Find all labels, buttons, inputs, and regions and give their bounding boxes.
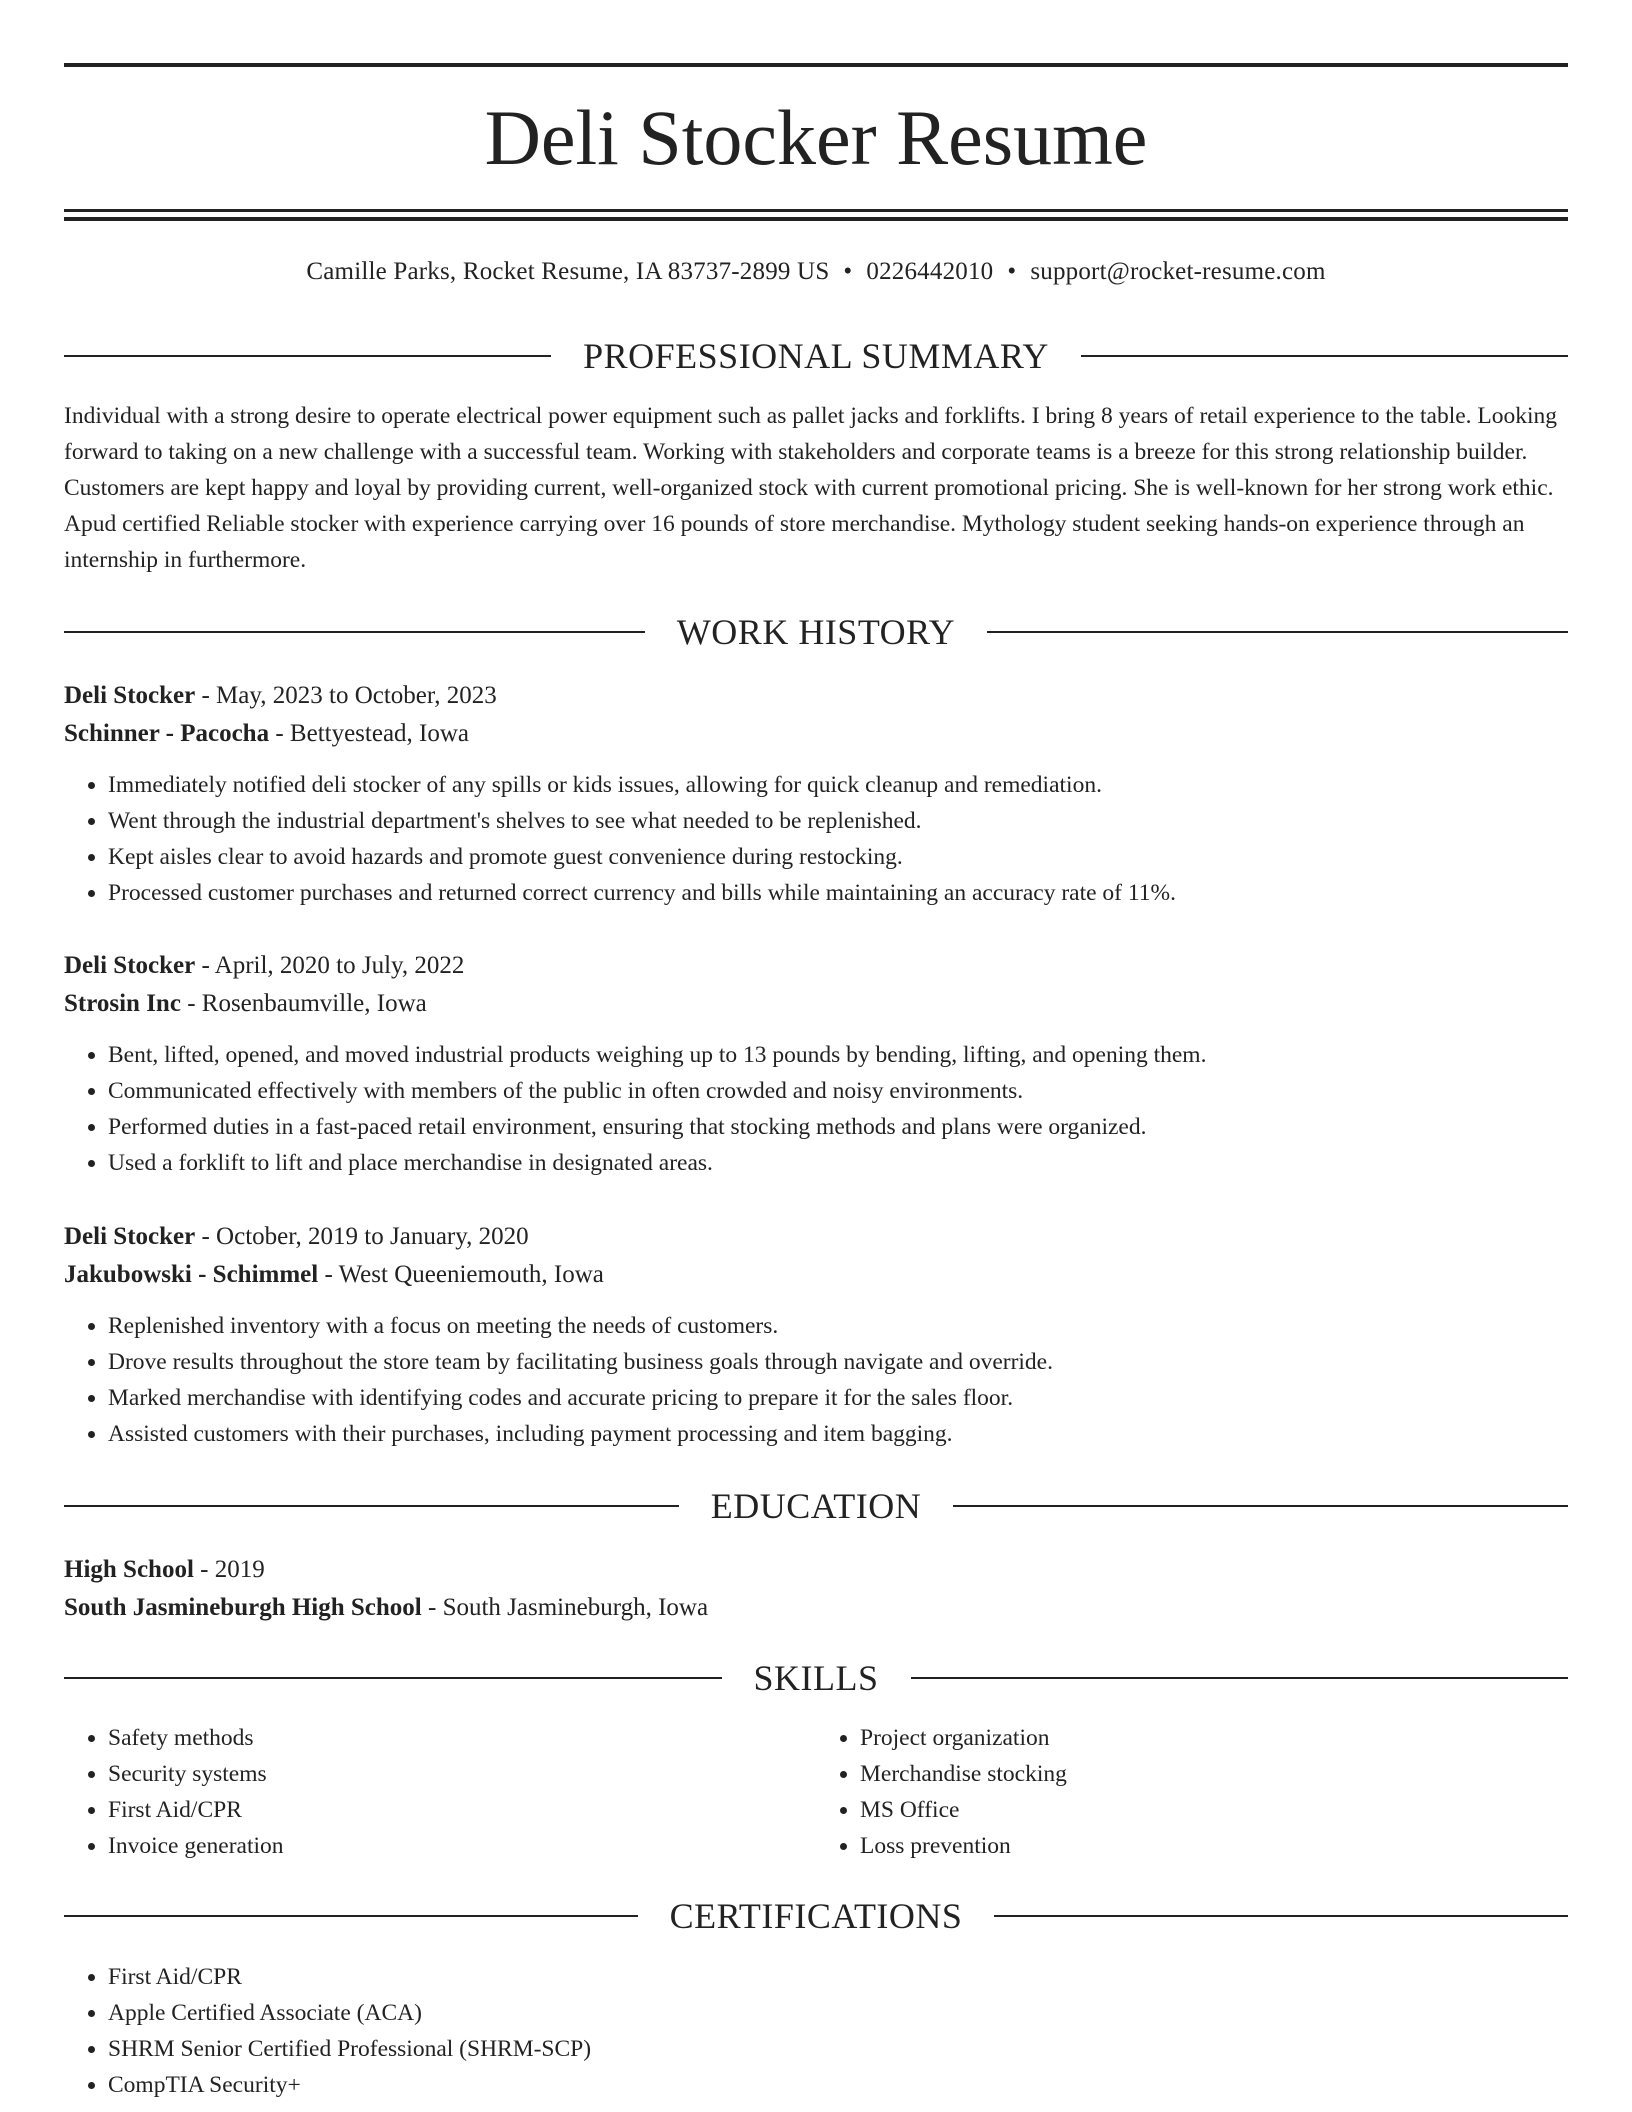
section-title: WORK HISTORY: [676, 612, 956, 652]
list-item: • Kept aisles clear to avoid hazards and promote guest convenience during restocking.: [108, 839, 1568, 875]
skills-list: [64, 1720, 1568, 1864]
heading-rule: [64, 1677, 722, 1679]
job-title: Deli Stocker: [64, 682, 196, 709]
contact-separator: •: [843, 258, 853, 285]
job-company-line: [64, 715, 1568, 753]
education-school-line: [64, 1589, 1568, 1627]
heading-rule: [64, 1505, 679, 1507]
job-dates: - May, 2023 to October, 2023: [195, 682, 497, 709]
heading-rule: [64, 355, 551, 357]
job-company: Jakubowski - Schimmel: [64, 1261, 319, 1288]
job-entry: [64, 677, 1568, 911]
contact-separator: •: [1007, 258, 1017, 285]
job-location: - Bettyestead, Iowa: [269, 720, 470, 747]
job-entry: [64, 1218, 1568, 1452]
heading-rule: [994, 1915, 1568, 1917]
section-heading-skills: [64, 1656, 1568, 1700]
job-bullets: [64, 1308, 1568, 1452]
job-entry: [64, 947, 1568, 1181]
section-heading-summary: [64, 334, 1568, 378]
list-item: • Security systems: [108, 1756, 816, 1792]
contact-line: [64, 252, 1568, 292]
list-item: • Drove results throughout the store team by facilitating business goals through navigate and override.: [108, 1344, 1568, 1380]
job-title-line: [64, 947, 1568, 985]
section-title: EDUCATION: [710, 1486, 922, 1526]
heading-rule: [64, 1915, 638, 1917]
list-item: • Communicated effectively with members of the public in often crowded and noisy environments.: [108, 1073, 1568, 1109]
contact-phone: 0226442010: [866, 258, 994, 285]
list-item: • Invoice generation: [108, 1828, 816, 1864]
list-item: • Processed customer purchases and returned correct currency and bills while maintaining an accuracy rate of 11%.: [108, 875, 1568, 911]
job-location: - Rosenbaumville, Iowa: [180, 990, 427, 1017]
list-item: • Went through the industrial department's shelves to see what needed to be replenished.: [108, 803, 1568, 839]
list-item: • Project organization: [860, 1720, 1568, 1756]
certifications-list: [64, 1959, 1568, 2103]
list-item: • Performed duties in a fast-paced retail environment, ensuring that stocking methods and plans were organized.: [108, 1109, 1568, 1145]
heading-rule: [953, 1505, 1568, 1507]
list-item: • Merchandise stocking: [860, 1756, 1568, 1792]
section-heading-certifications: [64, 1894, 1568, 1938]
summary-text: Individual with a strong desire to operate electrical power equipment such as pallet jacks and forklifts. I bring 8 years of retail experience to the table. Looking forward to taking on a new challenge with a successful team. Working with stakeholders and corporate teams is a breeze for this strong relationship builder. Customers are kept happy and loyal by providing current, well-organized stock with current promotional pricing. She is well-known for her strong work ethic. Apud certified Reliable stocker with experience carrying over 16 pounds of store merchandise. Mythology student seeking hands-on experience through an internship in furthermore.: [64, 403, 1558, 573]
skills-column-left: [64, 1720, 816, 1864]
heading-rule: [1081, 355, 1568, 357]
list-item: • First Aid/CPR: [108, 1792, 816, 1828]
list-item: • Immediately notified deli stocker of any spills or kids issues, allowing for quick cleanup and remediation.: [108, 767, 1568, 803]
education-school: South Jasmineburgh High School: [64, 1594, 422, 1621]
job-dates: - October, 2019 to January, 2020: [195, 1223, 529, 1250]
job-company-line: [64, 985, 1568, 1023]
job-company-line: [64, 1256, 1568, 1294]
section-heading-education: [64, 1484, 1568, 1528]
job-title-line: [64, 1218, 1568, 1256]
heading-rule: [987, 631, 1568, 633]
job-title-line: [64, 677, 1568, 715]
list-item: • Safety methods: [108, 1720, 816, 1756]
education-degree: High School: [64, 1556, 194, 1583]
certifications-items: [64, 1959, 1568, 2103]
education-year: - 2019: [193, 1556, 265, 1583]
job-company: Schinner - Pacocha: [64, 720, 270, 747]
section-title: PROFESSIONAL SUMMARY: [583, 336, 1049, 376]
job-bullets: [64, 767, 1568, 911]
section-heading-work-history: [64, 610, 1568, 654]
heading-rule: [911, 1677, 1569, 1679]
top-rule: [64, 63, 1568, 67]
list-item: • Apple Certified Associate (ACA): [108, 1995, 1568, 2031]
education-degree-line: [64, 1551, 1568, 1589]
job-company: Strosin Inc: [64, 990, 181, 1017]
job-bullets: [64, 1037, 1568, 1181]
list-item: • Assisted customers with their purchases, including payment processing and item bagging.: [108, 1416, 1568, 1452]
job-title: Deli Stocker: [64, 952, 196, 979]
list-item: • CompTIA Security+: [108, 2067, 1568, 2103]
job-dates: - April, 2020 to July, 2022: [195, 952, 465, 979]
list-item: • SHRM Senior Certified Professional (SHRM-SCP): [108, 2031, 1568, 2067]
list-item: • Used a forklift to lift and place merchandise in designated areas.: [108, 1145, 1568, 1181]
list-item: • MS Office: [860, 1792, 1568, 1828]
page-title: Deli Stocker Resume: [484, 94, 1148, 181]
contact-address: Camille Parks, Rocket Resume, IA 83737-2899 US: [306, 258, 830, 285]
job-location: - West Queeniemouth, Iowa: [318, 1261, 604, 1288]
contact-email: support@rocket-resume.com: [1030, 258, 1326, 285]
section-title: CERTIFICATIONS: [669, 1896, 963, 1936]
list-item: • Loss prevention: [860, 1828, 1568, 1864]
job-title: Deli Stocker: [64, 1223, 196, 1250]
heading-rule: [64, 631, 645, 633]
list-item: • First Aid/CPR: [108, 1959, 1568, 1995]
section-title: SKILLS: [753, 1658, 879, 1698]
skills-column-right: [816, 1720, 1568, 1864]
title-double-rule: [64, 209, 1568, 221]
list-item: • Replenished inventory with a focus on meeting the needs of customers.: [108, 1308, 1568, 1344]
list-item: • Bent, lifted, opened, and moved industrial products weighing up to 13 pounds by bending, lifting, and opening them.: [108, 1037, 1568, 1073]
education-entry: [64, 1551, 1568, 1627]
education-location: - South Jasmineburgh, Iowa: [421, 1594, 709, 1621]
list-item: • Marked merchandise with identifying codes and accurate pricing to prepare it for the sales floor.: [108, 1380, 1568, 1416]
